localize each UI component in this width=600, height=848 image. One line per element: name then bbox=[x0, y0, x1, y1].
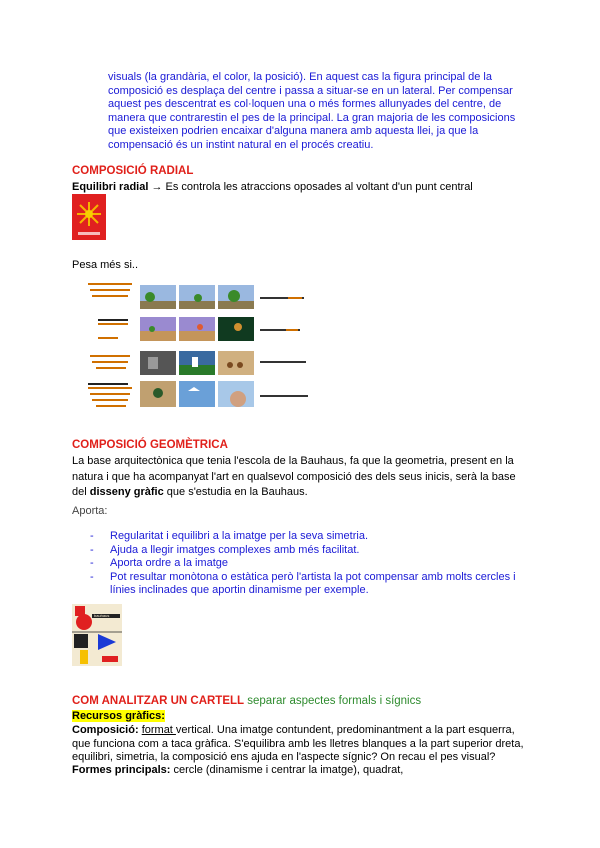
composition-text: vertical. Una imatge contundent, predominantment a la part esquerra, que funciona com a taca gràfica. S'equilibra amb les lletres blanques a la part superior dreta, equilibri, simetria, la composició ens ajuda en l'aspecte sígnic? On recau el pes visual? bbox=[72, 724, 524, 763]
intro-paragraph: visuals (la grandària, el color, la posició). En aquest cas la figura principal de la composició es desplaça del centre i passa a situar-se en un lateral. Per compensar aquest pes descentrat es col·loquen una o més formes allunyades del centre, de manera que contrarestin el pes de la principal. La gran majoria de les composicions que existeixen podrien encaixar d'alguna manera amb aquesta llei, ja que la compensació és un instint natural en el procés creatiu. bbox=[108, 71, 516, 151]
radial-heading: COMPOSICIÓ RADIAL bbox=[72, 165, 194, 177]
arrow: → bbox=[151, 181, 163, 193]
visual-weight-examples-figure bbox=[88, 279, 324, 415]
list-item: - Ajuda a llegir imatges complexes amb més facilitat. bbox=[90, 544, 530, 558]
forms-paragraph bbox=[72, 764, 532, 778]
list-item: - Aporta ordre a la imatge bbox=[90, 557, 530, 571]
geometric-bold-term: disseny gràfic bbox=[89, 486, 164, 498]
geometric-heading: COMPOSICIÓ GEOMÈTRICA bbox=[72, 439, 228, 451]
geometric-text-b: que s'estudia en la Bauhaus. bbox=[163, 486, 308, 498]
resources-label: Recursos gràfics: bbox=[72, 710, 165, 722]
geometric-paragraph bbox=[72, 454, 532, 501]
bauhaus-poster-text: bauhaus bbox=[94, 613, 110, 618]
forms-text: cercle (dinamisme i centrar la imatge), quadrat, bbox=[170, 764, 404, 776]
contributions-list bbox=[90, 530, 530, 598]
radial-line bbox=[72, 181, 532, 195]
radial-desc: Es controla les atraccions oposades al voltant d'un punt central bbox=[162, 181, 473, 193]
list-item: - Regularitat i equilibri a la imatge per la seva simetria. bbox=[90, 530, 530, 544]
weighs-more-label: Pesa més si.. bbox=[72, 259, 139, 271]
resources-line bbox=[72, 710, 165, 722]
analyze-subheading: separar aspectes formals i sígnics bbox=[244, 695, 422, 707]
composition-underlined: format bbox=[141, 724, 176, 736]
composition-label: Composició: bbox=[72, 724, 139, 736]
radial-example-image bbox=[72, 194, 106, 240]
geometric-text-a: La base arquitectònica que tenia l'escola de la Bauhaus, fa que la geometria, present en la natura i que ha acompanyat l'art en qualsevol composició des dels seus inicis, serà la base del bbox=[72, 455, 516, 498]
composition-paragraph bbox=[72, 724, 534, 765]
radial-term: Equilibri radial bbox=[72, 181, 149, 193]
aporta-label: Aporta: bbox=[72, 505, 108, 517]
list-item: - Pot resultar monòtona o estàtica però l'artista la pot compensar amb molts cercles i línies inclinades que aportin dinamisme per exemple. bbox=[90, 571, 530, 598]
analyze-heading: COM ANALITZAR UN CARTELL bbox=[72, 695, 245, 707]
analyze-heading-line bbox=[72, 695, 421, 707]
forms-label: Formes principals: bbox=[72, 764, 171, 776]
